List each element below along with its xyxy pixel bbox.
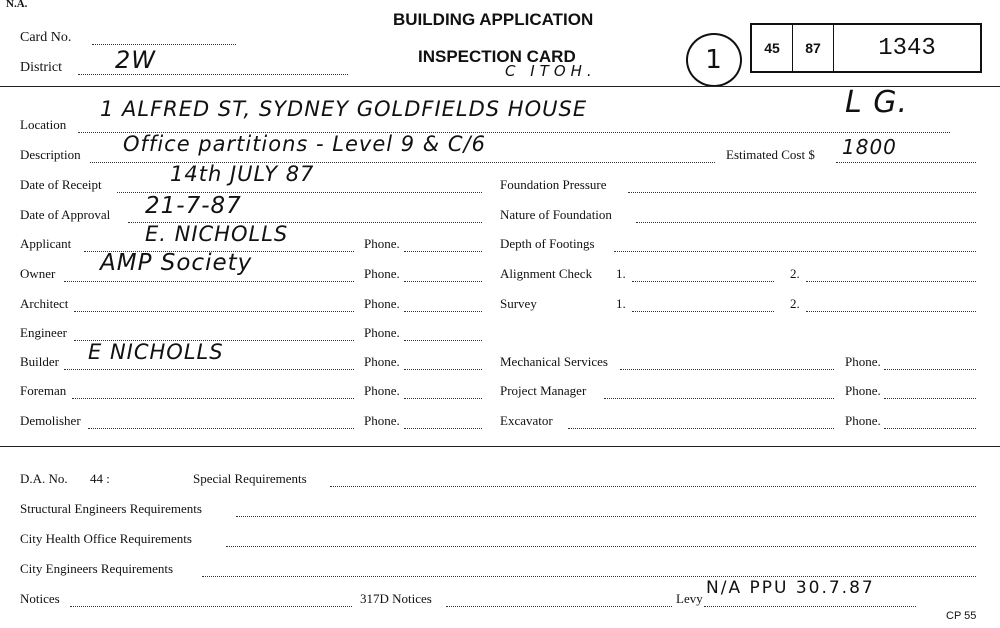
applicant-phone-label: Phone.	[364, 236, 400, 251]
architect-field[interactable]	[74, 311, 354, 312]
survey-label: Survey	[500, 296, 537, 311]
notices-317d-label: 317D Notices	[360, 591, 432, 606]
box-cell-a: 45	[752, 25, 793, 71]
da-no-value: 44 :	[90, 471, 110, 486]
date-approval-value: 21-7-87	[145, 193, 242, 219]
excavator-field[interactable]	[568, 428, 834, 429]
location-note: L G.	[845, 85, 909, 120]
project-manager-field[interactable]	[604, 398, 834, 399]
demolisher-phone-field[interactable]	[404, 428, 482, 429]
city-engineers-requirements-field[interactable]	[202, 576, 976, 577]
date-receipt-label: Date of Receipt	[20, 177, 102, 192]
foreman-phone-field[interactable]	[404, 398, 482, 399]
foundation-pressure-field[interactable]	[628, 192, 976, 193]
alignment-check-one-label: 1.	[616, 266, 626, 281]
owner-field[interactable]	[64, 281, 354, 282]
owner-value: AMP Society	[100, 250, 253, 276]
box-cell-b: 87	[793, 25, 834, 71]
project-manager-phone-field[interactable]	[884, 398, 976, 399]
estimated-cost-field[interactable]	[836, 162, 976, 163]
excavator-phone-field[interactable]	[884, 428, 976, 429]
survey-two-label: 2.	[790, 296, 800, 311]
builder-value: E NICHOLLS	[88, 340, 224, 364]
builder-label: Builder	[20, 354, 59, 369]
foundation-pressure-label: Foundation Pressure	[500, 177, 607, 192]
corner-mark: N.A.	[6, 0, 28, 10]
levy-field[interactable]	[704, 606, 916, 607]
depth-footings-field[interactable]	[614, 251, 976, 252]
demolisher-field[interactable]	[88, 428, 354, 429]
notices-field[interactable]	[70, 606, 352, 607]
location-value: 1 ALFRED ST, SYDNEY GOLDFIELDS HOUSE	[100, 97, 588, 121]
mechanical-phone-label: Phone.	[845, 354, 881, 369]
description-value: Office partitions - Level 9 & C/6	[123, 132, 486, 156]
estimated-cost-value: 1800	[842, 135, 897, 159]
excavator-phone-label: Phone.	[845, 413, 881, 428]
structural-requirements-label: Structural Engineers Requirements	[20, 501, 202, 516]
date-approval-label: Date of Approval	[20, 207, 111, 222]
architect-phone-label: Phone.	[364, 296, 400, 311]
owner-phone-field[interactable]	[404, 281, 482, 282]
foreman-phone-label: Phone.	[364, 383, 400, 398]
survey-one-field[interactable]	[632, 311, 774, 312]
foreman-field[interactable]	[72, 398, 354, 399]
description-label: Description	[20, 147, 81, 162]
demolisher-phone-label: Phone.	[364, 413, 400, 428]
circled-number-text: 1	[705, 45, 723, 75]
application-number-box	[750, 23, 982, 73]
health-requirements-label: City Health Office Requirements	[20, 531, 192, 546]
architect-label: Architect	[20, 296, 69, 311]
form-code: CP 55	[946, 610, 977, 622]
applicant-phone-field[interactable]	[404, 251, 482, 252]
district-value: 2W	[115, 46, 156, 74]
alignment-check-two-field[interactable]	[806, 281, 976, 282]
owner-label: Owner	[20, 266, 56, 281]
da-no-label: D.A. No.	[20, 471, 68, 486]
circled-number	[686, 33, 742, 87]
mechanical-phone-field[interactable]	[884, 369, 976, 370]
mechanical-label: Mechanical Services	[500, 354, 608, 369]
owner-phone-label: Phone.	[364, 266, 400, 281]
mechanical-field[interactable]	[620, 369, 834, 370]
date-receipt-value: 14th JULY 87	[170, 162, 315, 186]
survey-two-field[interactable]	[806, 311, 976, 312]
levy-label: Levy	[676, 591, 703, 606]
location-label: Location	[20, 117, 67, 132]
nature-foundation-label: Nature of Foundation	[500, 207, 612, 222]
levy-value: N/A PPU 30.7.87	[706, 578, 875, 598]
alignment-check-label: Alignment Check	[500, 266, 593, 281]
alignment-check-two-label: 2.	[790, 266, 800, 281]
estimated-cost-label: Estimated Cost $	[726, 147, 815, 162]
city-engineers-requirements-label: City Engineers Requirements	[20, 561, 174, 576]
district-field[interactable]	[78, 74, 348, 75]
builder-field[interactable]	[64, 369, 354, 370]
special-requirements-label: Special Requirements	[193, 471, 307, 486]
alignment-check-one-field[interactable]	[632, 281, 774, 282]
card-no-field[interactable]	[92, 44, 236, 45]
foreman-label: Foreman	[20, 383, 67, 398]
engineer-phone-label: Phone.	[364, 325, 400, 340]
special-requirements-field[interactable]	[330, 486, 976, 487]
notices-label: Notices	[20, 591, 60, 606]
demolisher-label: Demolisher	[20, 413, 81, 428]
details-divider	[0, 446, 1000, 447]
card-title-line1: BUILDING APPLICATION	[393, 10, 594, 29]
health-requirements-field[interactable]	[226, 546, 976, 547]
engineer-phone-field[interactable]	[404, 340, 482, 341]
project-manager-label: Project Manager	[500, 383, 587, 398]
builder-phone-field[interactable]	[404, 369, 482, 370]
project-manager-phone-label: Phone.	[845, 383, 881, 398]
engineer-label: Engineer	[20, 325, 67, 340]
inspector-name: C ITOH.	[505, 62, 597, 80]
excavator-label: Excavator	[500, 413, 553, 428]
district-label: District	[20, 60, 62, 75]
structural-requirements-field[interactable]	[236, 516, 976, 517]
notices-317d-field[interactable]	[446, 606, 672, 607]
depth-footings-label: Depth of Footings	[500, 236, 595, 251]
box-cell-number: 1343	[878, 34, 936, 62]
card-no-label: Card No.	[20, 30, 72, 45]
survey-one-label: 1.	[616, 296, 626, 311]
nature-foundation-field[interactable]	[636, 222, 976, 223]
card-title-line2: INSPECTION CARD	[418, 47, 576, 66]
builder-phone-label: Phone.	[364, 354, 400, 369]
architect-phone-field[interactable]	[404, 311, 482, 312]
applicant-label: Applicant	[20, 236, 72, 251]
applicant-value: E. NICHOLLS	[145, 222, 289, 246]
